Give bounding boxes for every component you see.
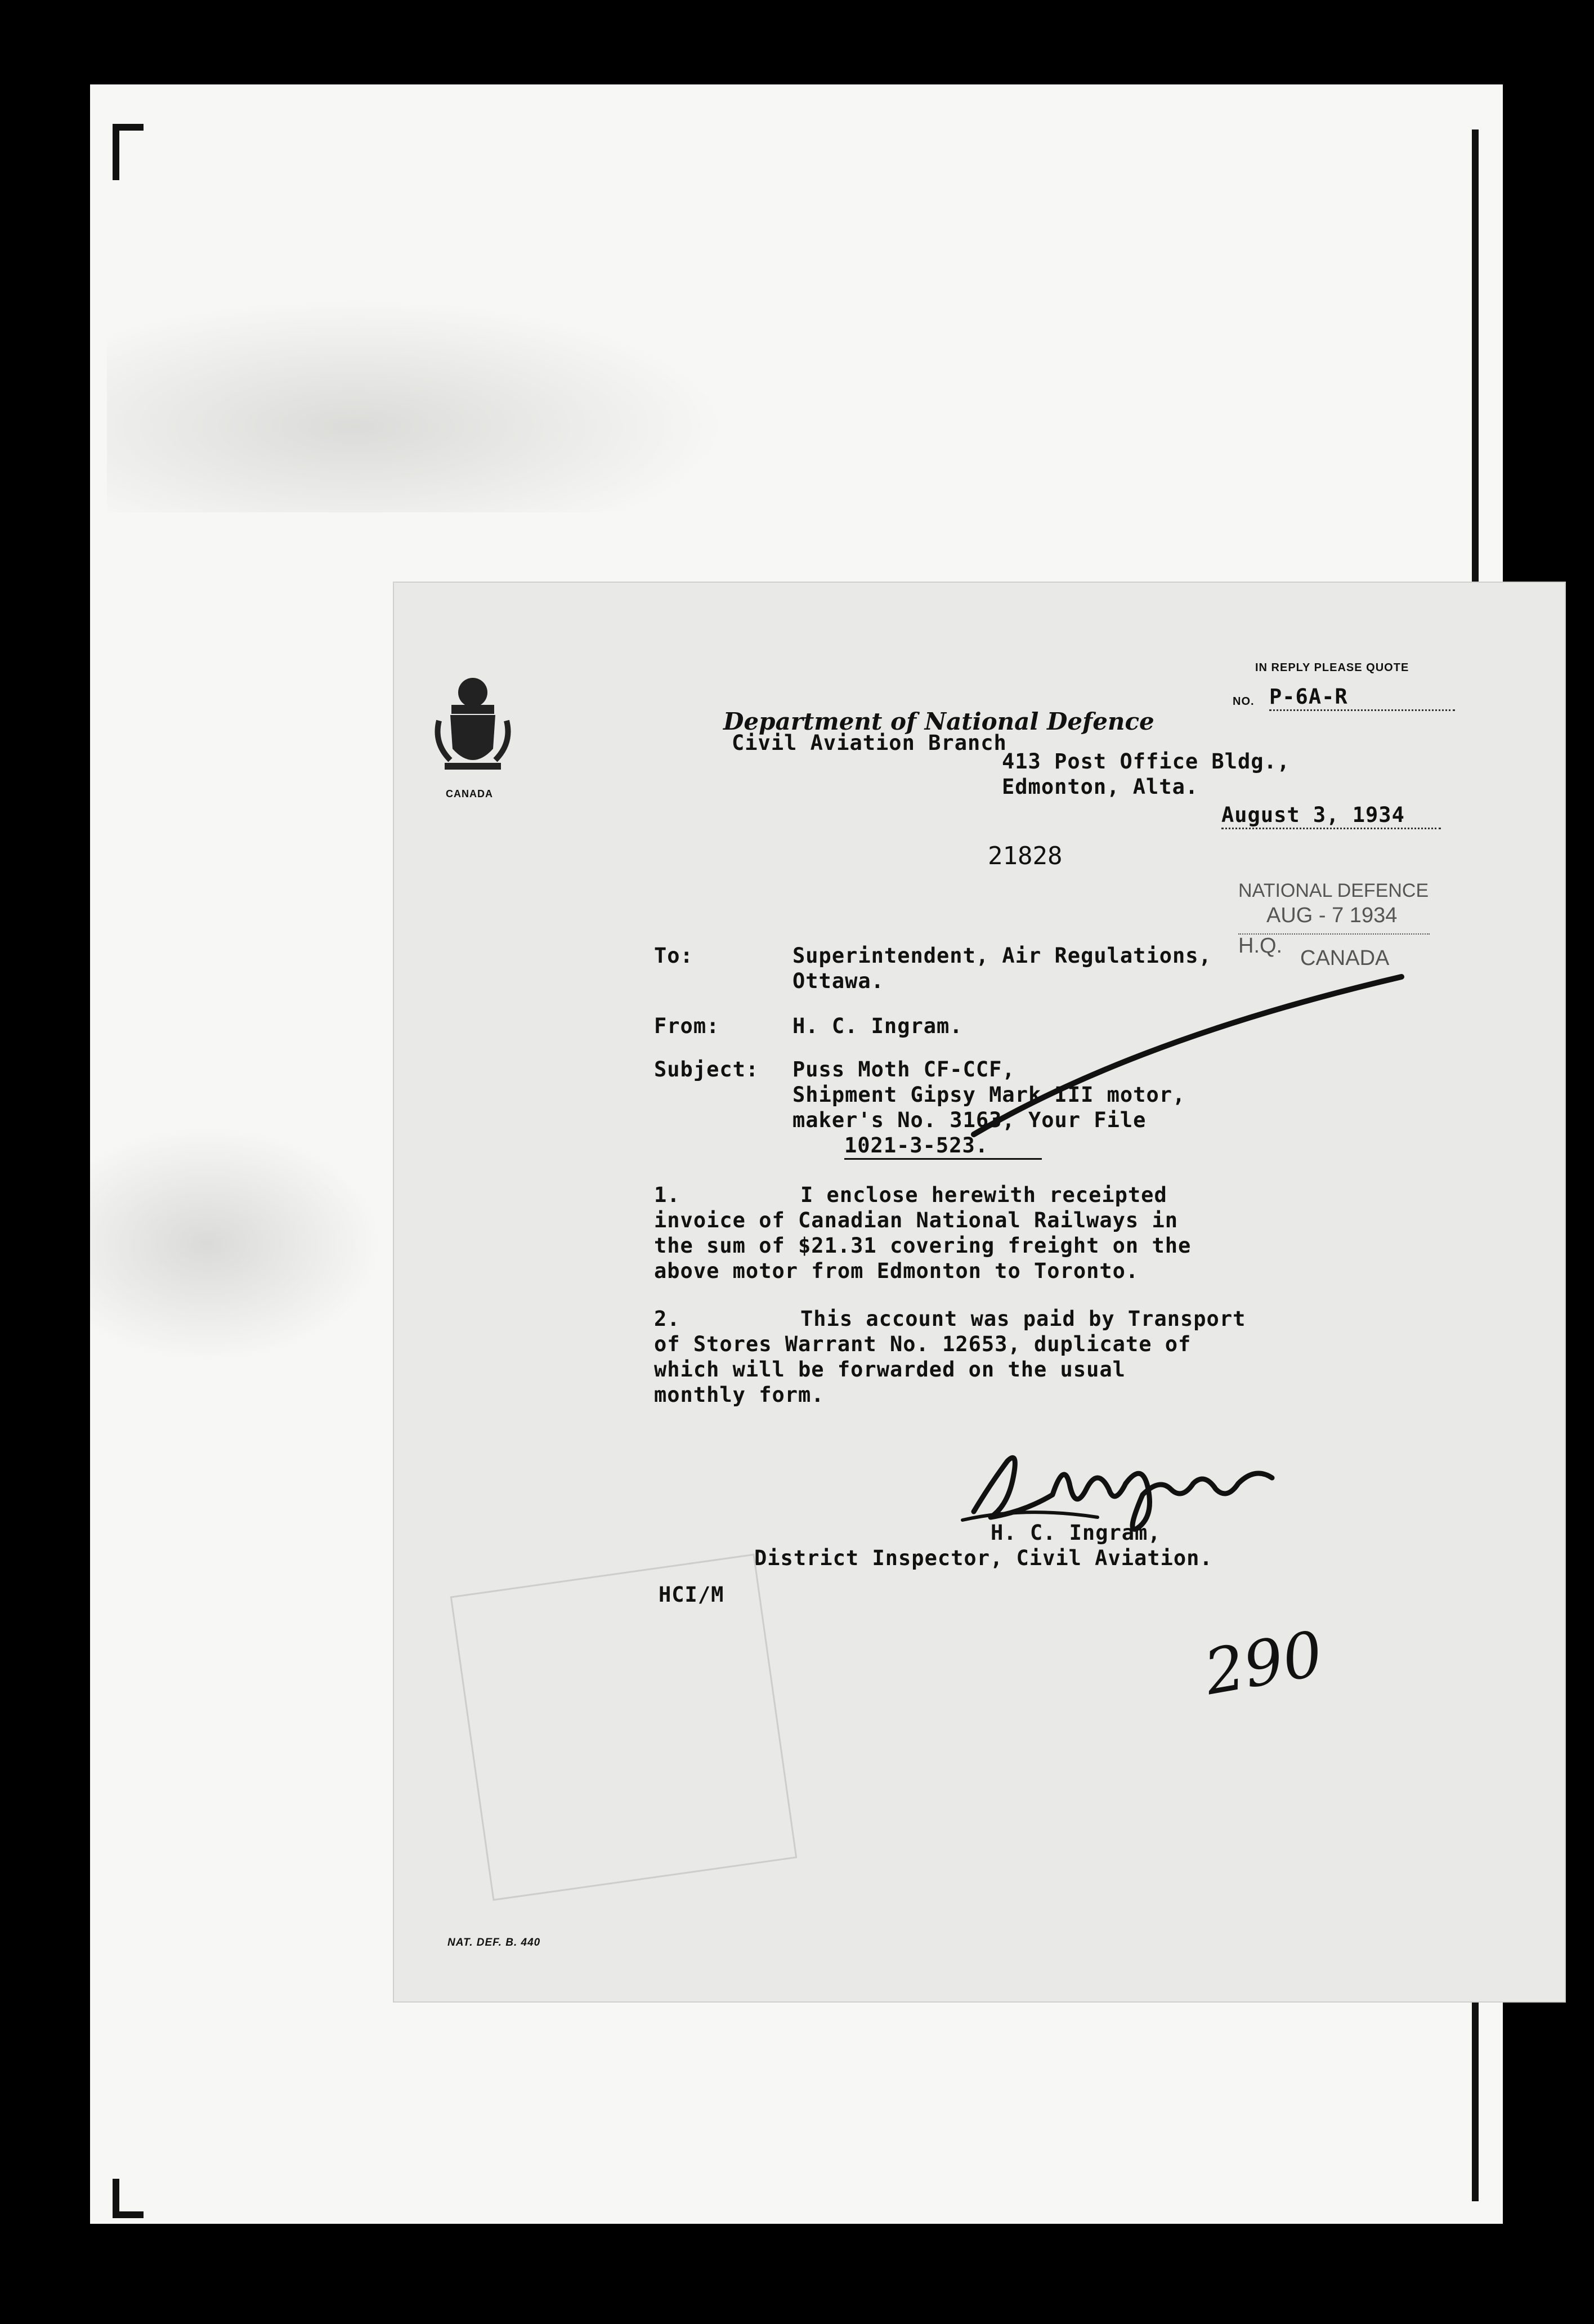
pen-stroke-mark xyxy=(968,971,1407,1140)
form-number: NAT. DEF. B. 440 xyxy=(447,1937,541,1948)
scan-frame xyxy=(90,84,1503,2224)
subject-line-3: maker's No. 3163, Your File xyxy=(792,1108,1147,1132)
paragraph-1-number: 1. xyxy=(654,1183,680,1207)
subject-line-2: Shipment Gipsy Mark III motor, xyxy=(792,1083,1186,1107)
to-label: To: xyxy=(654,944,693,968)
paper-smudge xyxy=(107,298,726,512)
crop-mark-bottom-left-h xyxy=(113,2211,144,2218)
crop-mark-top-left xyxy=(113,124,119,180)
faded-stamp-box xyxy=(450,1554,798,1901)
subject-line-1: Puss Moth CF-CCF, xyxy=(792,1057,1015,1081)
department-name: Department of National Defence xyxy=(723,708,1154,735)
signatory-name: H. C. Ingram, xyxy=(991,1521,1161,1545)
crest-label: CANADA xyxy=(446,788,493,799)
paragraph-1-line-4: above motor from Edmonton to Toronto. xyxy=(654,1259,1139,1283)
reply-no-label: NO. xyxy=(1233,695,1255,708)
paragraph-2-line-1: This account was paid by Transport xyxy=(800,1307,1246,1331)
received-stamp xyxy=(1238,878,1430,980)
paragraph-2-line-2: of Stores Warrant No. 12653, duplicate of xyxy=(654,1332,1192,1356)
branch-name: Civil Aviation Branch xyxy=(732,731,1007,755)
letter-sheet xyxy=(394,583,1565,2001)
paragraph-1-line-2: invoice of Canadian National Railways in xyxy=(654,1208,1179,1232)
handwritten-number: 290 xyxy=(1199,1617,1328,1709)
stamp-line-2: AUG - 7 1934 xyxy=(1266,904,1398,927)
address-line-2: Edmonton, Alta. xyxy=(1002,775,1199,799)
stamp-line-3 xyxy=(1238,933,1430,970)
address-line-1: 413 Post Office Bldg., xyxy=(1002,749,1291,774)
paragraph-1-line-1: I enclose herewith receipted xyxy=(800,1183,1167,1207)
paragraph-2-number: 2. xyxy=(654,1307,680,1331)
from-label: From: xyxy=(654,1014,720,1038)
file-number: 21828 xyxy=(988,842,1063,870)
crop-mark-top-left-h xyxy=(113,124,144,131)
paragraph-2-line-4: monthly form. xyxy=(654,1383,825,1407)
reply-quote-label: IN REPLY PLEASE QUOTE xyxy=(1255,662,1409,674)
subject-line-4: 1021-3-523. xyxy=(844,1133,1042,1160)
paper-smudge-lower xyxy=(90,1126,383,1362)
stamp-hq: H.Q. xyxy=(1238,934,1283,958)
from-value: H. C. Ingram. xyxy=(792,1014,963,1038)
to-line-2: Ottawa. xyxy=(792,969,884,993)
typist-initials: HCI/M xyxy=(659,1583,724,1607)
paragraph-1-line-3: the sum of $21.31 covering freight on the xyxy=(654,1233,1192,1258)
stamp-canada: CANADA xyxy=(1300,946,1390,970)
reply-no-value: P-6A-R xyxy=(1269,684,1455,711)
canadian-crest-icon xyxy=(428,670,518,783)
subject-label: Subject: xyxy=(654,1057,759,1081)
letter-date: August 3, 1934 xyxy=(1221,802,1441,829)
signatory-title: District Inspector, Civil Aviation. xyxy=(754,1546,1213,1570)
to-line-1: Superintendent, Air Regulations, xyxy=(792,944,1212,968)
paragraph-2-line-3: which will be forwarded on the usual xyxy=(654,1357,1126,1382)
stamp-line-1: NATIONAL DEFENCE xyxy=(1238,880,1429,901)
